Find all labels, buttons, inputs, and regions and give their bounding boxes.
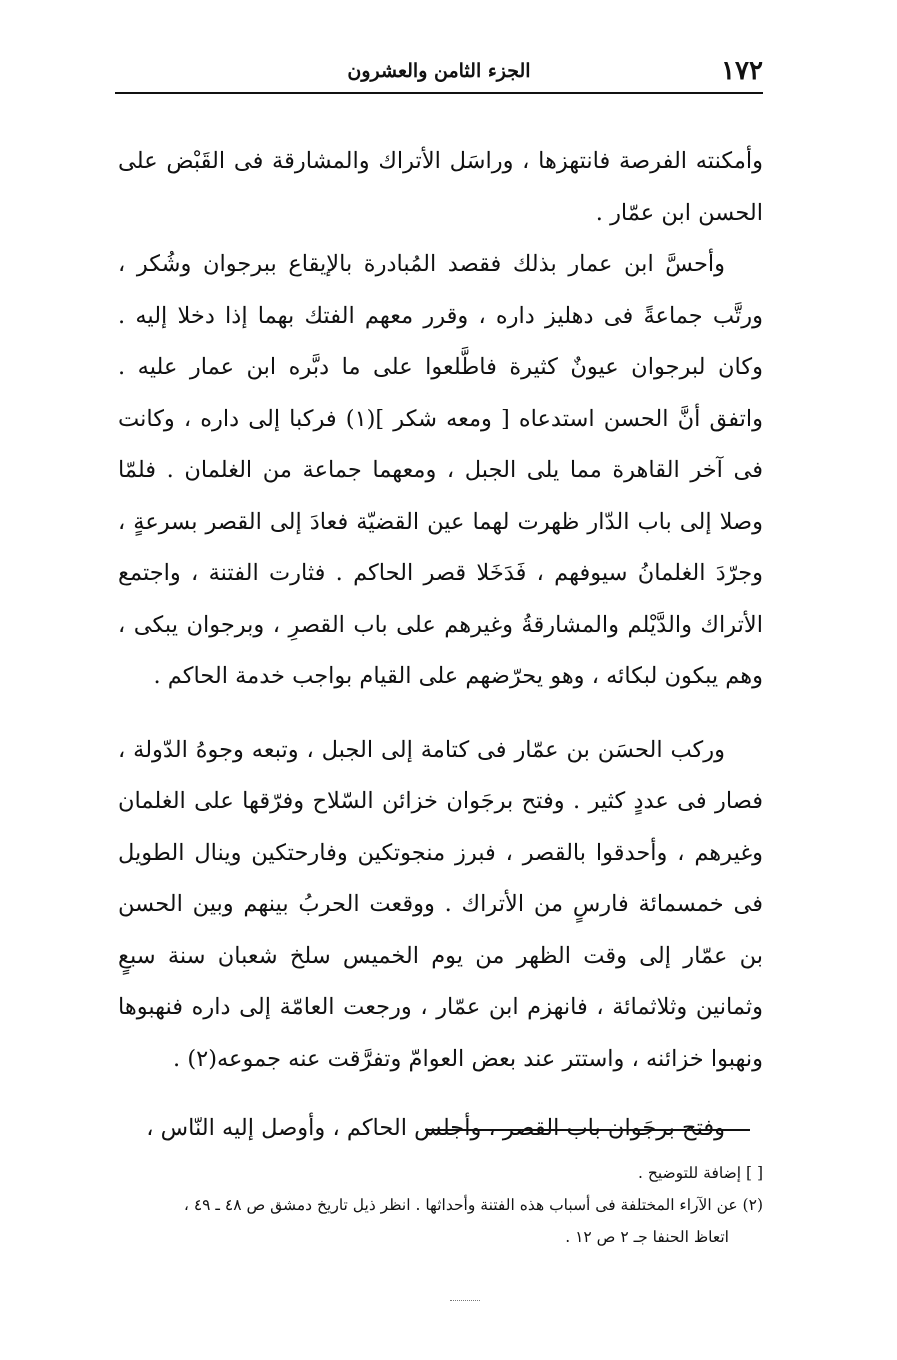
scan-mark [450, 1300, 480, 1301]
running-title: الجزء الثامن والعشرون [347, 60, 531, 82]
paragraph-3: وركب الحسَن بن عمّار فى كتامة إلى الجبل ، وتبعه وجوهُ الدّولة ، فصار فى عددٍ كثير . وفتح برجَوان خزائن السّلاح وفرّقها على الغلمان وغيرهم ، وأحدقوا بالقصر ، فبرز منجوتكين وفارحتكين وينال الطويل فى خمسمائة فارسٍ من الأتراك . ووقعت الحربُ بينهم وبين الحسن بن عمّار إلى وقت الظهر من يوم الخميس سلخ شعبان سنة سبعٍ وثمانين وثلاثمائة ، فانهزم ابن عمّار ، ورجعت العامّة إلى داره فنهبوها ونهبوا خزائنه ، واستتر عند بعض العوامّ وتفرَّقت عنه جموعه(٢) . [118, 736, 763, 1072]
main-text [118, 136, 763, 1155]
footnotes [118, 1158, 763, 1252]
footnote-2-continuation: اتعاظ الحنفا جـ ٢ ص ١٢ . [565, 1228, 729, 1246]
paragraph-1: وأمكنته الفرصة فانتهزها ، وراسَل الأتراك والمشارقة فى القَبْض على الحسن ابن عمّار . [118, 148, 763, 226]
footnote-separator [425, 1129, 750, 1131]
page-number: ١٧٢ [721, 56, 763, 86]
paragraph-2: وأحسَّ ابن عمار بذلك فقصد المُبادرة بالإيقاع ببرجوان وشُكر ، ورتَّب جماعةً فى دهليز داره ، وقرر معهم الفتك بهما إذا دخلا إليه . وكان لبرجوان عيونٌ كثيرة فاطَّلعوا على ما دبَّره ابن عمار عليه . واتفق أنَّ الحسن استدعاه [ ومعه شكر ](١) فركبا إلى داره ، وكانت فى آخر القاهرة مما يلى الجبل ، ومعهما جماعة من الغلمان . فلمّا وصلا إلى باب الدّار ظهرت لهما عين القضيّة فعادَ إلى القصر بسرعةٍ ، وجرّدَ الغلمانُ سيوفهم ، فَدَخَلا قصر الحاكم . فثارت الفتنة ، واجتمع الأتراك والدَّيْلم والمشارقةُ وغيرهم على باب القصرِ ، وبرجوان يبكى ، وهم يبكون لبكائه ، وهو يحرّضهم على القيام بواجب خدمة الحاكم . [118, 251, 763, 689]
footnote-2: (٢) عن الآراء المختلفة فى أسباب هذه الفتنة وأحداثها . انظر ذيل تاريخ دمشق ص ٤٨ ـ ٤٩ ، [183, 1196, 763, 1214]
footnote-1: [ ] إضافة للتوضيح . [637, 1164, 763, 1182]
page-header [115, 52, 763, 94]
paragraph-4: وفتح برجَوان باب القصر ، وأجلس الحاكم ، وأوصل إليه النّاس ، [146, 1115, 725, 1141]
